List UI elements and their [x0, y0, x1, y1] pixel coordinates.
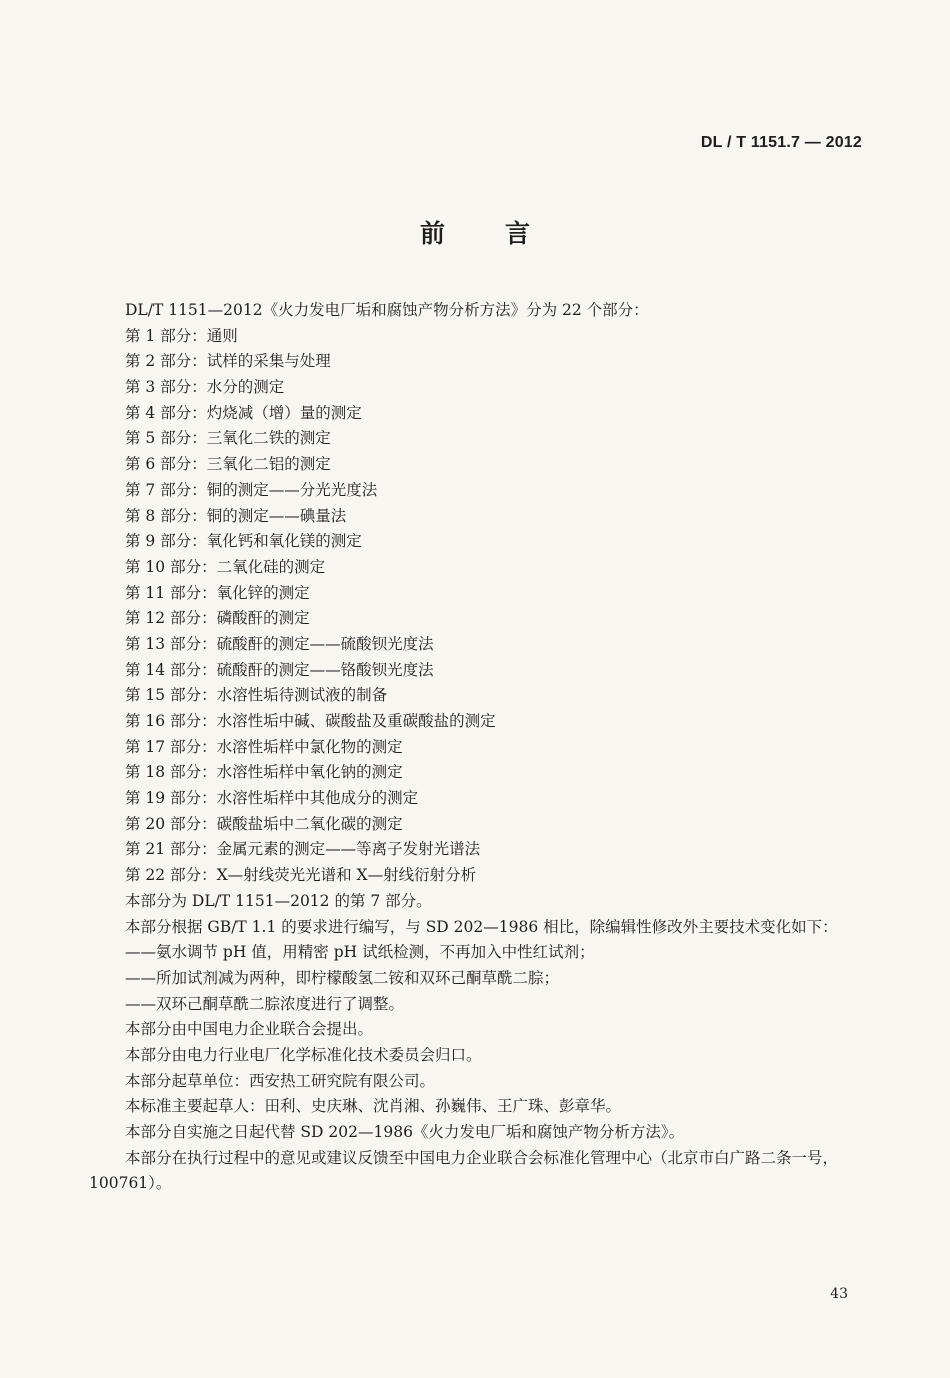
part-item: 第 22 部分：X—射线荧光光谱和 X—射线衍射分析: [125, 866, 477, 885]
intro-paragraph: DL/T 1151—2012《火力发电厂垢和腐蚀产物分析方法》分为 22 个部分：: [125, 301, 649, 319]
part-item: 第 5 部分：三氧化二铁的测定: [125, 429, 331, 448]
part-item: 第 13 部分：硫酸酐的测定——硫酸钡光度法: [125, 634, 434, 653]
part-item: 第 17 部分：水溶性垢样中氯化物的测定: [125, 737, 403, 756]
part-item: 第 8 部分：铜的测定——碘量法: [125, 506, 347, 525]
change-item: ——所加试剂减为两种，即柠檬酸氢二铵和双环己酮草酰二腙；: [125, 968, 560, 987]
title-char-2: 言: [505, 219, 531, 248]
part-item: 第 14 部分：硫酸酐的测定——铬酸钡光度法: [125, 660, 434, 679]
body-paragraph: 本部分自实施之日起代替 SD 202—1986《火力发电厂垢和腐蚀产物分析方法》。: [125, 1123, 685, 1141]
body-paragraph: 本部分由中国电力企业联合会提出。: [125, 1020, 374, 1039]
body-paragraph: 本部分起草单位：西安热工研究院有限公司。: [125, 1071, 436, 1090]
page-number: 43: [830, 1286, 848, 1302]
part-item: 第 7 部分：铜的测定——分光光度法: [125, 480, 378, 499]
part-item: 第 9 部分：氧化钙和氧化镁的测定: [125, 532, 362, 551]
part-item: 第 19 部分：水溶性垢样中其他成分的测定: [125, 789, 419, 808]
title-char-1: 前: [419, 219, 445, 248]
part-item: 第 12 部分：磷酸酐的测定: [125, 609, 310, 628]
part-item: 第 6 部分：三氧化二铝的测定: [125, 455, 331, 474]
page-title: [0, 214, 950, 250]
part-item: 第 4 部分：灼烧减（增）量的测定: [125, 403, 362, 422]
part-item: 第 10 部分：二氧化硅的测定: [125, 557, 326, 576]
change-item: ——氨水调节 pH 值，用精密 pH 试纸检测，不再加入中性红试剂；: [125, 943, 595, 962]
part-item: 第 1 部分：通则: [125, 326, 238, 345]
change-item: ——双环己酮草酰二腙浓度进行了调整。: [125, 994, 405, 1013]
body-paragraph: 本部分为 DL/T 1151—2012 的第 7 部分。: [125, 891, 432, 910]
part-item: 第 3 部分：水分的测定: [125, 378, 285, 397]
part-item: 第 16 部分：水溶性垢中碱、碳酸盐及重碳酸盐的测定: [125, 712, 496, 730]
part-item: 第 2 部分：试样的采集与处理: [125, 352, 331, 371]
foreword-body: [89, 298, 873, 1197]
body-paragraph: 本部分根据 GB/T 1.1 的要求进行编写，与 SD 202—1986 相比，除编辑性修改外主要技术变化如下：: [125, 917, 838, 936]
part-item: 第 18 部分：水溶性垢样中氧化钠的测定: [125, 763, 403, 782]
body-paragraph: 本标准主要起草人：田利、史庆琳、沈肖湘、孙巍伟、王广珠、彭章华。: [125, 1097, 622, 1116]
part-item: 第 20 部分：碳酸盐垢中二氧化碳的测定: [125, 814, 403, 833]
part-item: 第 15 部分：水溶性垢待测试液的制备: [125, 686, 388, 705]
feedback-paragraph: 本部分在执行过程中的意见或建议反馈至中国电力企业联合会标准化管理中心（北京市白广路二条一号，100761）。: [89, 1148, 839, 1193]
standard-code: DL / T 1151.7 — 2012: [700, 134, 862, 151]
body-paragraph: 本部分由电力行业电厂化学标准化技术委员会归口。: [125, 1045, 482, 1064]
part-item: 第 11 部分：氧化锌的测定: [125, 583, 310, 602]
part-item: 第 21 部分：金属元素的测定——等离子发射光谱法: [125, 840, 481, 859]
